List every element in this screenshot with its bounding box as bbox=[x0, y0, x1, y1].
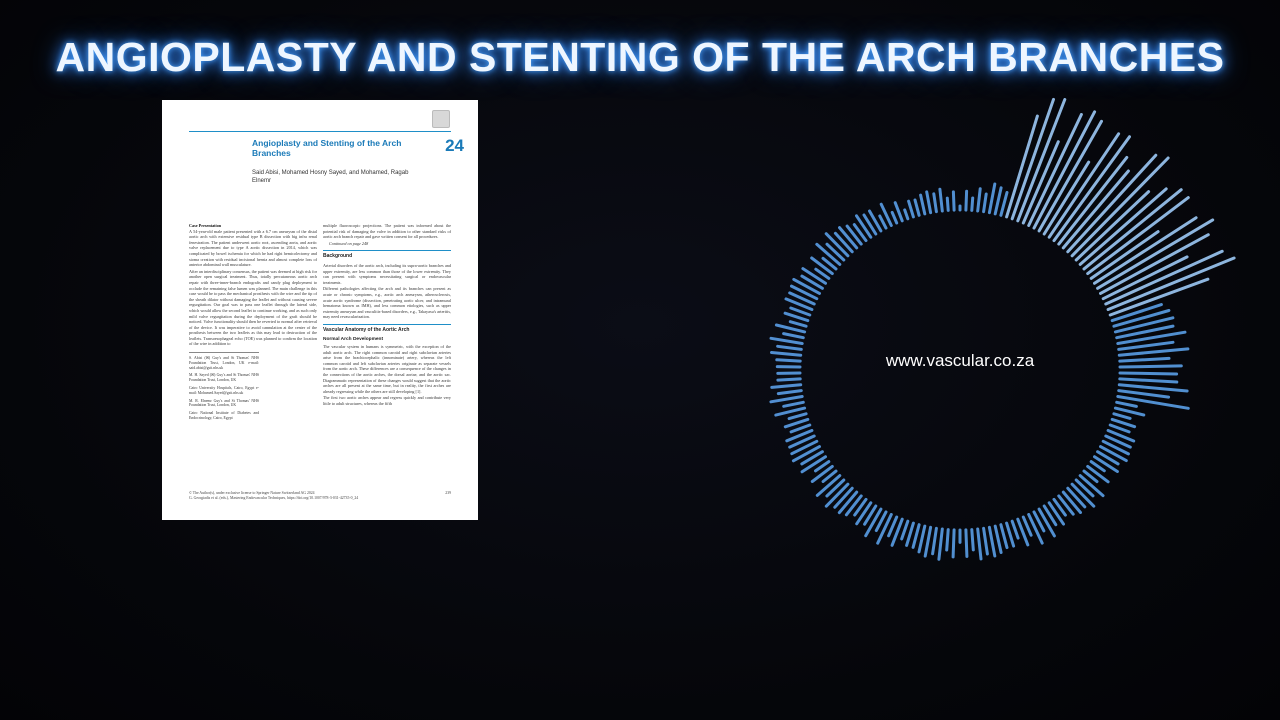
visualizer-bar bbox=[840, 228, 857, 248]
visualizer-bar bbox=[784, 334, 804, 338]
visualizer-bar bbox=[1119, 391, 1169, 398]
visualizer-bar bbox=[984, 528, 988, 554]
case-heading: Case Presentation bbox=[189, 223, 222, 228]
affiliation-5: Cairo National Institute of Diabetes and Endocrinology, Cairo, Egypt bbox=[189, 411, 259, 421]
visualizer-bar bbox=[1001, 525, 1007, 548]
visualizer-bar bbox=[909, 201, 914, 217]
copyright-line: © The Author(s), under exclusive license to Springer Nature Switzerland AG 2024 bbox=[189, 491, 315, 495]
background-paragraph-2: Different pathologies affecting the arch and its branches can present as acute or chronic symptoms, e.g., aortic arch aneurysm, atherosclerosis, acute aortic syndrome (dissection, penetrating aortic ulcer, and intramural hematoma known as IMH), and less common etiologies, such as upper extremity aneurysm and vasculitis-based disorders, e.g., Takayasu's arteritis, may need revascularization. bbox=[323, 286, 451, 320]
visualizer-bar bbox=[966, 191, 967, 210]
visualizer-bar bbox=[839, 492, 856, 512]
visualizer-bar bbox=[794, 279, 820, 293]
background-heading: Background bbox=[323, 250, 451, 260]
visualizer-bar bbox=[933, 528, 937, 554]
visualizer-bar bbox=[835, 233, 852, 252]
visualizer-bar bbox=[939, 529, 942, 559]
visualizer-bar bbox=[827, 244, 844, 260]
visualizer-bar bbox=[1120, 379, 1177, 382]
visualizer-bar bbox=[771, 397, 802, 402]
case-paragraph-2: After an interdisciplinary consensus, the patient was deemed at high risk for another open surgical treatment. Thus, totally percutaneous aortic arch repair with three-inner-branch endografts and candy plug deployment to occlude the remaining false lumen was planned. The main challenge in this case would be to pass the mechanical prosthesis with the wire and the tip of the sheath dilator without damaging the leaflet and without causing severe regurgitation. Our goal was to pass one leaflet through the lateral side, which would allow the second leaflet to continue working, and as such only mild valve regurgitation during the deployment of the graft should be noticed. Valve functionality should then be reverted to normal after retrieval of the device. It was imperative to avoid cannulation at the center of the prosthesis between the two leaflets as this may lead to destruction of the leaflets. Transoesophageal echo (TOE) was planned to confirm the location of the wire in addition to bbox=[189, 268, 317, 347]
visualizer-bar bbox=[778, 379, 800, 380]
visualizer-bar bbox=[827, 480, 844, 496]
visualizer-bar bbox=[989, 527, 994, 556]
visualizer-bar bbox=[1001, 193, 1007, 216]
visualizer-bar bbox=[1117, 402, 1137, 406]
case-continuation: multiple fluoroscopic projections. The patient was informed about the potential risk of damaging the valve in addition to other standard risks of aortic arch branch repair and gave written consent for all procedures. bbox=[323, 223, 451, 240]
visualizer-bar bbox=[1120, 366, 1181, 367]
visualizer-bar bbox=[812, 466, 832, 481]
visualizer-bar bbox=[919, 526, 925, 552]
visualizer-bar bbox=[1063, 492, 1080, 512]
continued-note: Continued on page 248 bbox=[329, 240, 369, 246]
normal-paragraph-1: The vascular system in humans is symmetric, with the exception of the adult aortic arch. The right common carotid and right subclavian arteries arise from the brachiocephalic (innominate) artery, whereas the left common carotid and left subclavian arteries originate as separate vessels from the aortic arch. These differences are a consequence of the changes in the connections of the aortic arches, the dorsal aortae, and the aortic sac. Diagrammatic representation of these changes would suggest that the aortic arches are all present at the same time, but in reality, the first arches are already regressing while the others are still developing [1]. bbox=[323, 344, 451, 394]
visualizer-bar bbox=[1119, 349, 1188, 355]
visualizer-bar bbox=[1049, 503, 1063, 524]
visualizer-bar bbox=[789, 414, 806, 419]
visualizer-bar bbox=[866, 509, 881, 536]
visualizer-bar bbox=[791, 425, 810, 432]
visualizer-bar bbox=[1039, 509, 1054, 536]
visualizer-bar bbox=[934, 194, 937, 212]
visualizer-bar bbox=[984, 194, 987, 212]
visualizer-bar bbox=[1110, 279, 1208, 315]
visualizer-bar bbox=[1012, 521, 1018, 538]
visualizer-bar bbox=[772, 385, 801, 388]
visualizer-bar bbox=[778, 346, 802, 349]
visualizer-bar bbox=[777, 360, 800, 361]
visualizer-bar bbox=[778, 391, 801, 394]
visualizer-bar bbox=[784, 402, 804, 406]
visualizer-bar bbox=[978, 529, 981, 559]
visualizer-bar bbox=[771, 338, 802, 343]
visualizer-bar bbox=[772, 353, 801, 356]
visualizer-bar bbox=[989, 184, 994, 213]
visualizer-bar bbox=[1120, 373, 1177, 374]
visualizer-bar bbox=[1118, 397, 1189, 409]
visualizer-bar bbox=[915, 200, 919, 215]
visualizer-bar bbox=[966, 530, 967, 557]
visualizer-bar bbox=[913, 525, 919, 548]
visualizer-bar bbox=[940, 189, 942, 211]
visualizer-bar bbox=[1088, 466, 1108, 481]
visualizer-bar bbox=[978, 189, 981, 211]
visualizer-bar bbox=[995, 526, 1001, 552]
visualizer-bar bbox=[793, 447, 819, 461]
visualizer-bar bbox=[921, 195, 925, 214]
visualizer-bar bbox=[972, 530, 974, 550]
visualizer-bar bbox=[892, 212, 897, 223]
headline-title: ANGIOPLASTY AND STENTING OF THE ARCH BRANCHES bbox=[55, 34, 1225, 80]
visualizer-bar bbox=[1076, 480, 1093, 496]
visualizer-bar bbox=[1095, 457, 1118, 472]
visualizer-bar bbox=[790, 322, 806, 327]
visualizer-bar bbox=[947, 530, 949, 550]
visualizer-bar bbox=[1120, 358, 1169, 361]
page-number: 239 bbox=[445, 491, 451, 495]
visualizer-bar bbox=[857, 216, 871, 237]
visualizer-bar bbox=[1029, 515, 1043, 544]
visualizer-bars bbox=[771, 99, 1234, 559]
chapter-authors: Said Abisi, Mohamed Hosny Sayed, and Mohamed, Ragab Elnemr bbox=[252, 170, 409, 184]
visualizer-bar bbox=[902, 521, 908, 539]
anatomy-heading: Vascular Anatomy of the Aortic Arch bbox=[323, 324, 451, 334]
visualizer-bar bbox=[802, 457, 825, 472]
visualizer-bar bbox=[880, 216, 886, 228]
visualizer-bar bbox=[895, 203, 902, 221]
affiliation-3: Cairo University Hospitals, Cairo, Egypt e-mail: Mohamed.Sayed@gstt.nhs.uk bbox=[189, 386, 259, 395]
website-url: www.vascular.co.za bbox=[885, 351, 1035, 370]
visualizer-bar bbox=[1119, 385, 1187, 391]
visualizer-bar bbox=[947, 198, 948, 210]
background-paragraph-1: Arterial disorders of the aortic arch, including its supra-aortic branches and upper extremity, are less common than those of the lower extremity. They can present with symptoms necessitating surgical or endovascular treatments. bbox=[323, 262, 451, 285]
visualizer-bar bbox=[925, 527, 930, 556]
visualizer-bar bbox=[972, 198, 973, 210]
visualizer-bar bbox=[1114, 414, 1130, 419]
case-paragraph-1: A 54-year-old male patient presented with a 6.7 cm aneurysm of the distal aortic arch with extensive residual type B dissection with big infra renal fenestration. The patient underwent aortic root, ascending aorta, and aortic valve replacement due to type A aortic dissection in 2014, which was complicated by bowel ischemia for which he had right hemicolectomy and stoma creation with residual incisional hernia and almost complete loss of anterior abdominal wall musculature. bbox=[189, 228, 317, 268]
chapter-number: 24 bbox=[445, 136, 464, 155]
visualizer-bar bbox=[905, 210, 908, 219]
affiliation-1: S. Abisi (✉) Guy's and St Thomas' NHS Foundation Trust, London, UK e-mail: said.abisi@gstt.nhs.uk bbox=[189, 356, 259, 370]
normal-paragraph-2: The first two aortic arches appear and regress quickly and contribute very little to adult structures, whereas the fifth bbox=[323, 395, 451, 407]
visualizer-bar bbox=[846, 496, 861, 515]
visualizer-bar bbox=[1110, 425, 1129, 432]
visualizer-bar bbox=[953, 192, 954, 210]
visualizer-bar bbox=[803, 269, 826, 284]
visualizer-bar bbox=[953, 530, 954, 557]
citation-line: G. Georgiadis et al. (eds.), Mastering Endovascular Techniques, https://doi.org/10.1007/978-3-031-42735-0_24 bbox=[189, 496, 359, 500]
chapter-title: Angioplasty and Stenting of the Arch Branches bbox=[252, 138, 402, 158]
visualizer-bar bbox=[995, 188, 1001, 214]
visualizer-bar bbox=[812, 258, 833, 274]
visualizer-bar bbox=[927, 192, 931, 213]
visualizer-bar bbox=[1068, 488, 1085, 507]
normal-development-heading: Normal Arch Development bbox=[323, 336, 384, 342]
visualizer-bar bbox=[1023, 142, 1058, 223]
visualizer-bar bbox=[878, 515, 892, 544]
visualizer-bar bbox=[907, 523, 914, 545]
affiliation-2: M. H. Sayed (✉) Guy's and St Thomas' NHS Foundation Trust, London, UK bbox=[189, 373, 259, 383]
visualizer-bar bbox=[857, 503, 871, 524]
affiliation-4: M. R. Elnemr Guy's and St Thomas' NHS Foundation Trust, London, UK bbox=[189, 398, 259, 408]
visualizer-bar bbox=[835, 488, 852, 507]
visualizer-bar bbox=[1101, 447, 1127, 461]
